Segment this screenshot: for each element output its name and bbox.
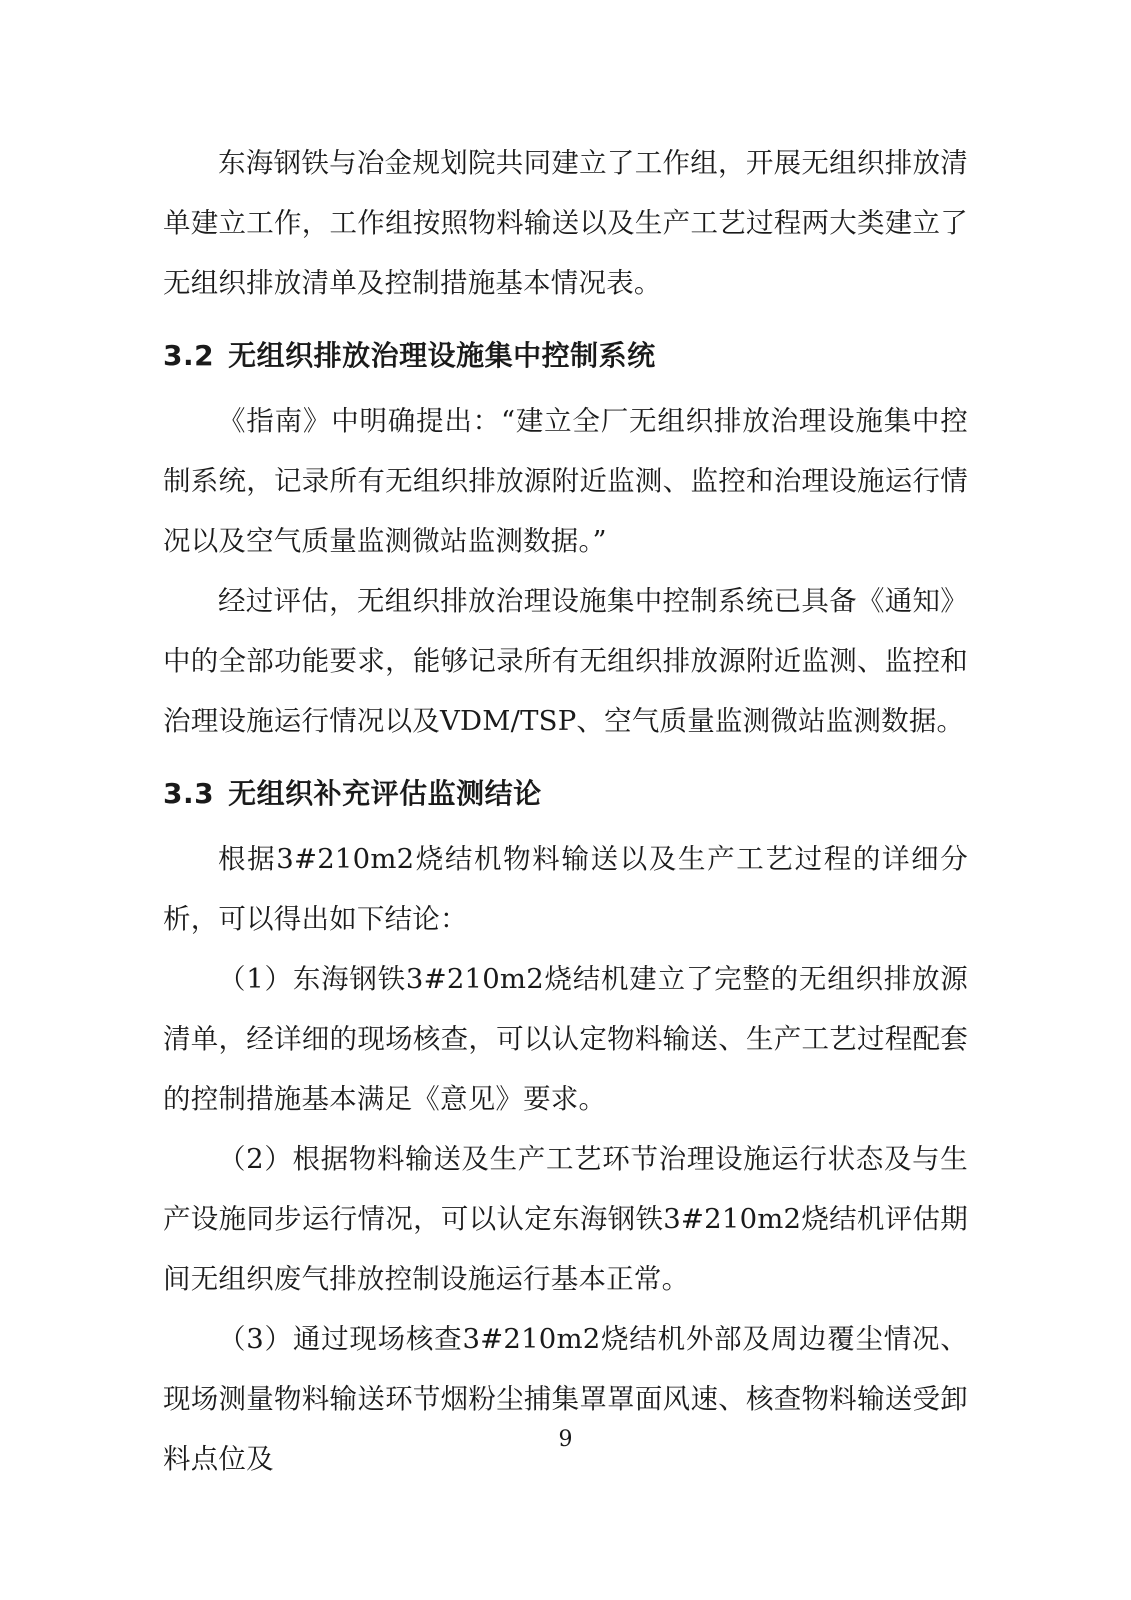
paragraph-assessment-result: 经过评估，无组织排放治理设施集中控制系统已具备《通知》中的全部功能要求，能够记录所有无组织排放源附近监测、监控和治理设施运行情况以及VDM/TSP、空气质量监测微站监测数据。 (163, 585, 968, 737)
paragraph-conclusion-intro: 根据3#210m2烧结机物料输送以及生产工艺过程的详细分析，可以得出如下结论： (163, 843, 968, 935)
page-content (163, 133, 968, 1489)
paragraph-conclusion-2: （2）根据物料输送及生产工艺环节治理设施运行状态及与生产设施同步运行情况，可以认定东海钢铁3#210m2烧结机评估期间无组织废气排放控制设施运行基本正常。 (163, 1143, 968, 1295)
paragraph-guideline-quote: 《指南》中明确提出：“建立全厂无组织排放治理设施集中控制系统，记录所有无组织排放源附近监测、监控和治理设施运行情况以及空气质量监测微站监测数据。” (163, 405, 968, 557)
page-number: 9 (558, 1427, 573, 1452)
heading-3-2 (163, 327, 968, 385)
heading-3-3 (163, 765, 968, 823)
paragraph-conclusion-3: （3）通过现场核查3#210m2烧结机外部及周边覆尘情况、现场测量物料输送环节烟粉尘捕集罩罩面风速、核查物料输送受卸料点位及 (163, 1323, 968, 1475)
heading-3-2-title: 无组织排放治理设施集中控制系统 (228, 339, 656, 372)
paragraph-work-group: 东海钢铁与冶金规划院共同建立了工作组，开展无组织排放清单建立工作，工作组按照物料输送以及生产工艺过程两大类建立了无组织排放清单及控制措施基本情况表。 (163, 147, 968, 299)
paragraph-conclusion-1: （1）东海钢铁3#210m2烧结机建立了完整的无组织排放源清单，经详细的现场核查，可以认定物料输送、生产工艺过程配套的控制措施基本满足《意见》要求。 (163, 963, 968, 1115)
heading-3-2-number: 3.2 (163, 339, 215, 372)
heading-3-3-number: 3.3 (163, 777, 215, 810)
heading-3-3-title: 无组织补充评估监测结论 (228, 777, 542, 810)
